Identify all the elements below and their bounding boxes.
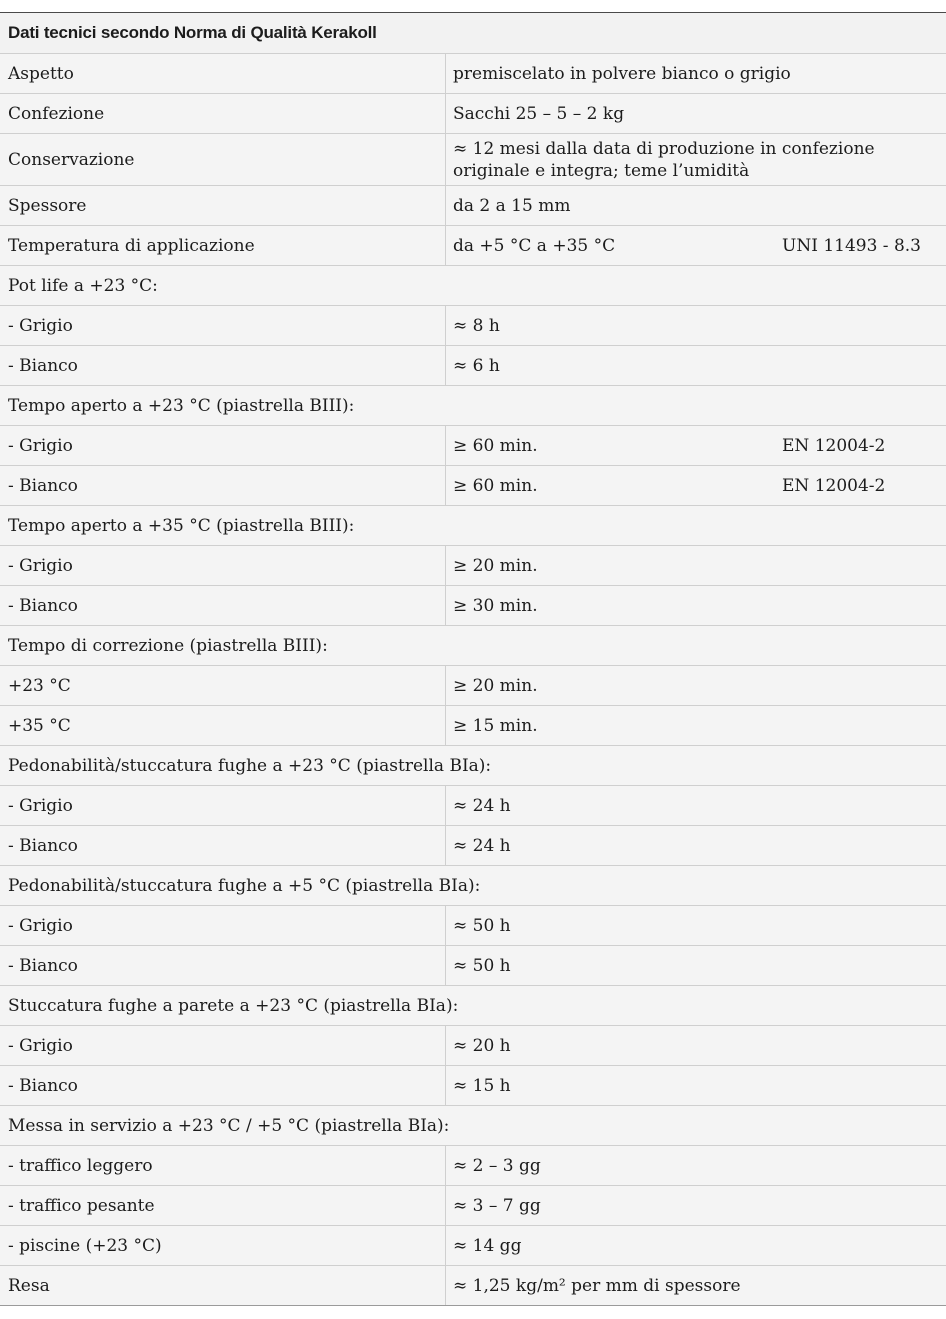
table-row (0, 986, 946, 1026)
table-row (0, 94, 946, 134)
row-label: Conservazione (8, 149, 135, 170)
table-row (0, 386, 946, 426)
row-value: ≈ 24 h (453, 795, 511, 816)
column-divider (445, 1066, 446, 1105)
row-value: ≥ 30 min. (453, 595, 538, 616)
table-row (0, 306, 946, 346)
table-row (0, 266, 946, 306)
row-label: +35 °C (8, 715, 71, 736)
row-label: - Bianco (8, 955, 78, 976)
row-label: Temperatura di applicazione (8, 235, 255, 256)
row-label: - Bianco (8, 835, 78, 856)
row-value: da 2 a 15 mm (453, 195, 571, 216)
row-value: ≈ 2 – 3 gg (453, 1155, 541, 1176)
row-label: Pot life a +23 °C: (8, 275, 158, 296)
table-row (0, 946, 946, 986)
table-row (0, 626, 946, 666)
row-value: ≈ 15 h (453, 1075, 511, 1096)
row-reference: UNI 11493 - 8.3 (782, 235, 921, 256)
column-divider (445, 1146, 446, 1185)
row-label: - traffico pesante (8, 1195, 155, 1216)
table-row (0, 506, 946, 546)
row-label: Aspetto (8, 63, 74, 84)
row-label: - Bianco (8, 595, 78, 616)
row-label: Pedonabilità/stuccatura fughe a +23 °C (piastrella BIa): (8, 755, 492, 776)
row-label: - Grigio (8, 915, 73, 936)
row-value: ≈ 3 – 7 gg (453, 1195, 541, 1216)
table-row (0, 1066, 946, 1106)
row-value: ≈ 1,25 kg/m² per mm di spessore (453, 1275, 741, 1296)
table-row (0, 586, 946, 626)
row-value: ≥ 20 min. (453, 555, 538, 576)
table-row (0, 1266, 946, 1306)
row-reference: EN 12004-2 (782, 475, 886, 496)
table-row (0, 1146, 946, 1186)
row-label: Tempo di correzione (piastrella BIII): (8, 635, 328, 656)
table-row (0, 466, 946, 506)
column-divider (445, 134, 446, 185)
row-value: ≈ 14 gg (453, 1235, 522, 1256)
row-value: ≈ 20 h (453, 1035, 511, 1056)
column-divider (445, 666, 446, 705)
row-label: Pedonabilità/stuccatura fughe a +5 °C (piastrella BIa): (8, 875, 481, 896)
column-divider (445, 786, 446, 825)
table-row (0, 786, 946, 826)
column-divider (445, 826, 446, 865)
table-row (0, 1226, 946, 1266)
table-row (0, 826, 946, 866)
table-row (0, 1026, 946, 1066)
row-value: ≈ 12 mesi dalla data di produzione in confezione originale e integra; teme l’umidità (453, 138, 875, 181)
row-value: ≈ 24 h (453, 835, 511, 856)
table-row (0, 346, 946, 386)
column-divider (445, 306, 446, 345)
row-label: Tempo aperto a +23 °C (piastrella BIII): (8, 395, 355, 416)
table-row (0, 226, 946, 266)
row-label: - Bianco (8, 355, 78, 376)
row-label: - Bianco (8, 475, 78, 496)
row-label: Stuccatura fughe a parete a +23 °C (piastrella BIa): (8, 995, 459, 1016)
table-body (0, 54, 946, 1306)
table-title: Dati tecnici secondo Norma di Qualità Kerakoll (0, 13, 946, 54)
technical-data-table (0, 12, 946, 1306)
row-label: +23 °C (8, 675, 71, 696)
table-row (0, 746, 946, 786)
column-divider (445, 706, 446, 745)
column-divider (445, 346, 446, 385)
row-value: Sacchi 25 – 5 – 2 kg (453, 103, 625, 124)
row-label: Resa (8, 1275, 50, 1296)
row-label: - Bianco (8, 1075, 78, 1096)
table-row (0, 706, 946, 746)
row-value: ≈ 8 h (453, 315, 500, 336)
row-label: Spessore (8, 195, 87, 216)
row-value: premiscelato in polvere bianco o grigio (453, 63, 791, 84)
row-value: ≈ 6 h (453, 355, 500, 376)
row-label: - Grigio (8, 1035, 73, 1056)
row-reference: EN 12004-2 (782, 435, 886, 456)
column-divider (445, 226, 446, 265)
row-label: - piscine (+23 °C) (8, 1235, 162, 1256)
row-value: ≈ 50 h (453, 915, 511, 936)
table-row (0, 1106, 946, 1146)
column-divider (445, 466, 446, 505)
column-divider (445, 1026, 446, 1065)
table-row (0, 426, 946, 466)
row-value: ≥ 15 min. (453, 715, 538, 736)
row-label: Confezione (8, 103, 105, 124)
row-value: ≈ 50 h (453, 955, 511, 976)
row-value: da +5 °C a +35 °C (453, 235, 616, 256)
row-label: - Grigio (8, 555, 73, 576)
row-label: Tempo aperto a +35 °C (piastrella BIII): (8, 515, 355, 536)
column-divider (445, 1186, 446, 1225)
row-value: ≥ 60 min. (453, 435, 538, 456)
column-divider (445, 946, 446, 985)
row-value: ≥ 60 min. (453, 475, 538, 496)
column-divider (445, 186, 446, 225)
column-divider (445, 1266, 446, 1305)
table-row (0, 666, 946, 706)
table-row (0, 546, 946, 586)
row-value: ≥ 20 min. (453, 675, 538, 696)
row-label: Messa in servizio a +23 °C / +5 °C (piastrella BIa): (8, 1115, 450, 1136)
column-divider (445, 906, 446, 945)
table-row (0, 906, 946, 946)
table-row (0, 54, 946, 94)
table-row (0, 134, 946, 186)
row-label: - Grigio (8, 795, 73, 816)
table-row (0, 1186, 946, 1226)
row-label: - Grigio (8, 315, 73, 336)
row-label: - traffico leggero (8, 1155, 153, 1176)
table-row (0, 866, 946, 906)
column-divider (445, 546, 446, 585)
table-row (0, 186, 946, 226)
column-divider (445, 54, 446, 93)
column-divider (445, 94, 446, 133)
column-divider (445, 586, 446, 625)
column-divider (445, 426, 446, 465)
row-label: - Grigio (8, 435, 73, 456)
column-divider (445, 1226, 446, 1265)
